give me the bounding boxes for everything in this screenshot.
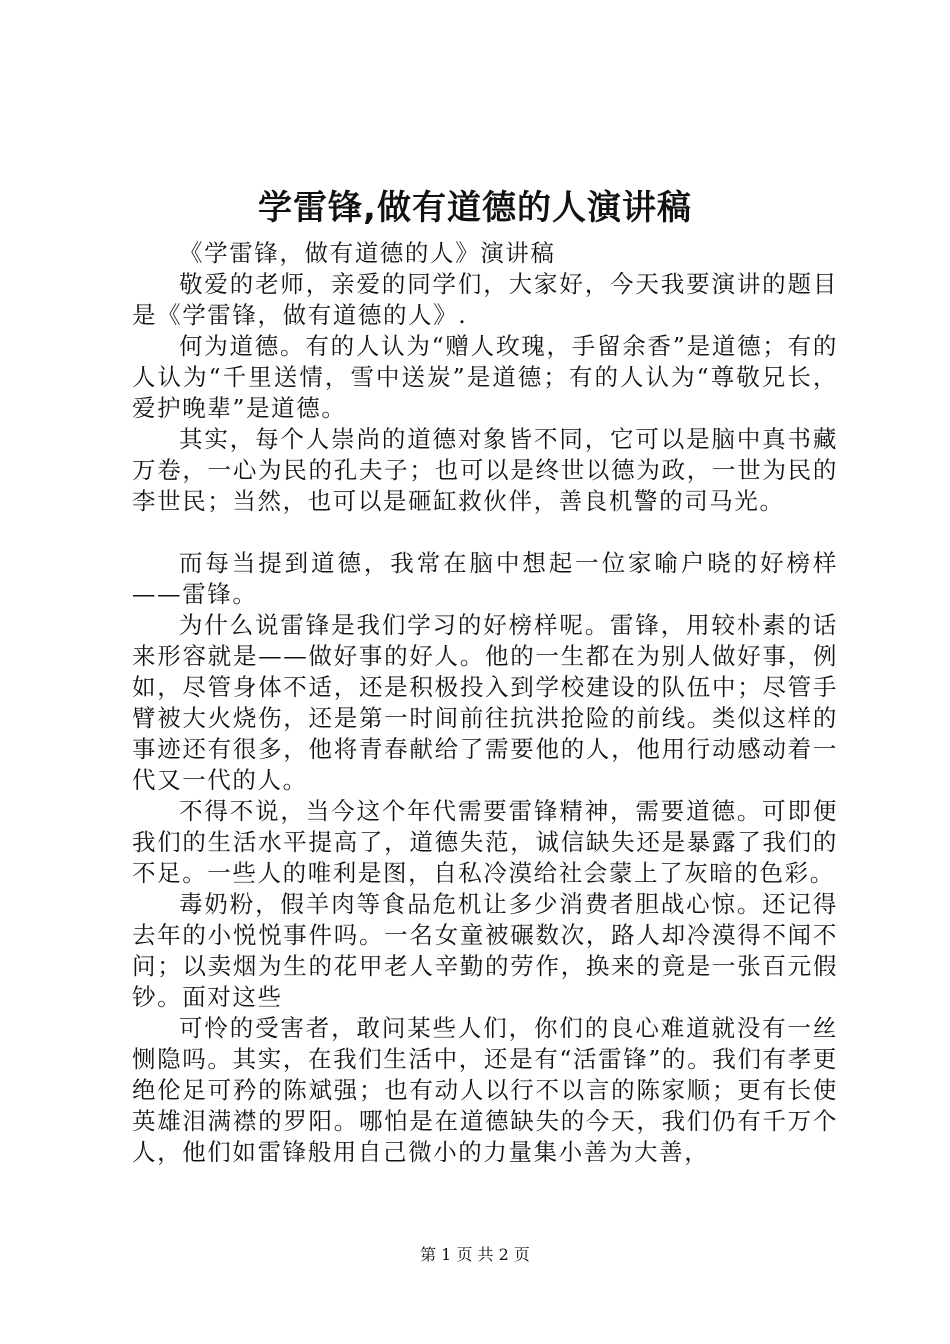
paragraph-need-spirit: 不得不说，当今这个年代需要雷锋精神，需要道德。可即便我们的生活水平提高了，道德失范，诚信缺失还是暴露了我们的不足。一些人的唯利是图，自私冷漠给社会蒙上了灰暗的色彩。 — [132, 797, 838, 887]
paragraph-examples: 其实，每个人崇尚的道德对象皆不同，它可以是脑中真书藏万卷，一心为民的孔夫子；也可以是终世以德为政，一世为民的李世民；当然，也可以是砸缸救伙伴，善良机警的司马光。 — [132, 425, 838, 515]
paragraph-living-lei-feng: 可怜的受害者，敢问某些人们，你们的良心难道就没有一丝恻隐吗。其实，在我们生活中，还是有“活雷锋”的。我们有孝更绝伦足可矜的陈斌强；也有动人以行不以言的陈家顺；更有长使英雄泪满襟的罗阳。哪怕是在道德缺失的今天，我们仍有千万个人，他们如雷锋般用自己微小的力量集小善为大善， — [132, 1014, 838, 1166]
paragraph-heading: 《学雷锋，做有道德的人》演讲稿 — [179, 239, 556, 267]
paragraph-definition: 何为道德。有的人认为“赠人玫瑰，手留余香”是道德；有的人认为“千里送情，雪中送炭”是道德；有的人认为“尊敬兄长，爱护晚辈”是道德。 — [132, 332, 838, 422]
page-number-footer: 第 1 页 共 2 页 — [420, 1245, 530, 1264]
document-title: 学雷锋,做有道德的人演讲稿 — [258, 188, 692, 228]
paragraph-lei-feng-intro: 而每当提到道德，我常在脑中想起一位家喻户晓的好榜样——雷锋。 — [132, 549, 838, 608]
paragraph-food-crisis: 毒奶粉，假羊肉等食品危机让多少消费者胆战心惊。还记得去年的小悦悦事件吗。一名女童被碾数次，路人却冷漠得不闻不问；以卖烟为生的花甲老人辛勤的劳作，换来的竟是一张百元假钞。面对这些 — [132, 890, 838, 1011]
paragraph-spacer — [132, 517, 838, 548]
document-body — [132, 238, 838, 1168]
paragraph-greeting: 敬爱的老师，亲爱的同学们，大家好，今天我要演讲的题目是《学雷锋，做有道德的人》. — [132, 270, 838, 329]
paragraph-role-model: 为什么说雷锋是我们学习的好榜样呢。雷锋，用较朴素的话来形容就是——做好事的好人。他的一生都在为别人做好事，例如，尽管身体不适，还是积极投入到学校建设的队伍中；尽管手臂被大火烧伤，还是第一时间前往抗洪抢险的前线。类似这样的事迹还有很多，他将青春献给了需要他的人，他用行动感动着一代又一代的人。 — [132, 611, 838, 794]
